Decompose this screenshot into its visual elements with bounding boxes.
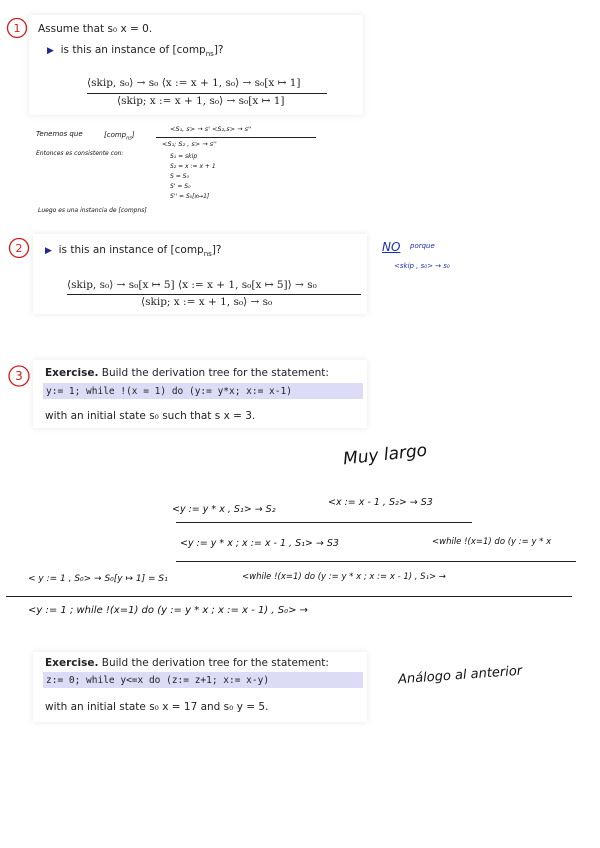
- note-line2b: <while !(x=1) do (y := y * x: [432, 537, 552, 547]
- bullet-triangle-icon: ▶: [45, 246, 52, 256]
- note-entonces: Entonces es consistente con:: [36, 150, 124, 157]
- note-comp: [comp$_{ns}$]: [104, 131, 135, 142]
- note-rule-4: [6, 596, 572, 597]
- slide1-premise: ⟨skip, s₀⟩ → s₀ ⟨x := x + 1, s₀⟩ → s₀[x ↦ 1]: [87, 77, 301, 89]
- slide-1: [29, 15, 363, 115]
- slide1-intro: Assume that s₀ x = 0.: [38, 23, 153, 35]
- slide4-code: z:= 0; while y<=x do (z:= z+1; x:= x-y): [46, 675, 270, 686]
- note-porque: porque: [410, 242, 435, 250]
- note-rule-2: [176, 522, 472, 523]
- slide1-question: ▶ is this an instance of [comp$_{ns}$]?: [47, 44, 224, 59]
- note-rule-3: [176, 561, 576, 562]
- note-line1a: <y := y * x , S₁> → S₂: [172, 504, 276, 515]
- note-reason: <skip , s₀> → s₀: [394, 262, 450, 270]
- marker-circle-3: [7, 364, 31, 388]
- slide3-header: Exercise. Build the derivation tree for the statement:: [45, 367, 329, 379]
- slide2-question: ▶ is this an instance of [comp$_{ns}$]?: [45, 244, 222, 259]
- marker-circle-1: [6, 17, 28, 39]
- slide2-conclusion: ⟨skip; x := x + 1, s₀⟩ → s₀: [141, 296, 273, 308]
- note-analogo: Análogo al anterior: [397, 663, 523, 688]
- slide-3: [33, 360, 367, 428]
- slide3-code: y:= 1; while !(x = 1) do (y:= y*x; x:= x-1): [46, 386, 292, 397]
- slide1-inference-rule: [87, 93, 327, 94]
- note-bottom: <S₁; S₂ , s> → s'': [162, 140, 217, 148]
- note-no: NO: [382, 240, 401, 254]
- slide2-inference-rule: [67, 294, 361, 295]
- note-muy-largo: Muy largo: [342, 440, 429, 470]
- note-line4: <y := 1 ; while !(x=1) do (y := y * x ; x := x - 1) , S₀> →: [28, 605, 309, 616]
- note-line2a: <y := y * x ; x := x - 1 , S₁> → S3: [180, 538, 339, 549]
- marker-number-1: 1: [13, 22, 21, 35]
- marker-number-2: 2: [15, 242, 23, 255]
- note-rule-1: [156, 137, 316, 138]
- marker-number-3: 3: [15, 369, 23, 383]
- note-line1b: <x := x - 1 , S₂> → S3: [328, 497, 433, 508]
- slide-4: [33, 652, 367, 722]
- slide-2: [33, 234, 367, 314]
- slide3-state: with an initial state s₀ such that s x = 3.: [45, 410, 256, 422]
- marker-circle-2: [8, 237, 30, 259]
- note-tenemos: Tenemos que: [36, 130, 83, 138]
- slide2-premise: ⟨skip, s₀⟩ → s₀[x ↦ 5] ⟨x := x + 1, s₀[x ↦ 5]⟩ → s₀: [67, 279, 317, 291]
- note-top-premise: <S₁, s> → s' <S₂,s> → s'': [170, 125, 252, 133]
- note-assignments: S₁ = skip S₂ = x := x + 1 S = S₀ S' = S₀ S'' = S₀[x↦1]: [170, 153, 216, 200]
- note-luego: Luego es una instancia de [compns]: [38, 207, 147, 214]
- note-line3b: <while !(x=1) do (y := y * x ; x := x - 1) , S₁> →: [242, 572, 446, 582]
- slide4-state: with an initial state s₀ x = 17 and s₀ y = 5.: [45, 701, 269, 713]
- slide4-header: Exercise. Build the derivation tree for the statement:: [45, 657, 329, 669]
- note-line3a: < y := 1 , S₀> → S₀[y ↦ 1] = S₁: [28, 574, 168, 584]
- bullet-triangle-icon: ▶: [47, 46, 54, 56]
- slide1-conclusion: ⟨skip; x := x + 1, s₀⟩ → s₀[x ↦ 1]: [117, 95, 285, 107]
